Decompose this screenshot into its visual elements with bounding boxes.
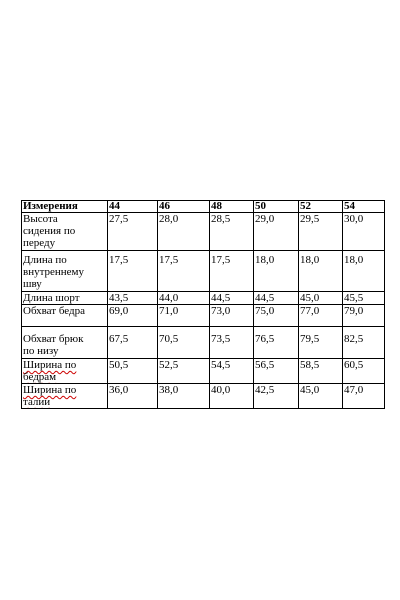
header-size-54: 54: [343, 201, 385, 213]
table-cell: 44,0: [158, 292, 210, 305]
table-row: [22, 384, 385, 409]
table-cell: 27,5: [108, 213, 158, 251]
table-cell: 45,0: [299, 292, 343, 305]
table-cell: 56,5: [254, 359, 299, 384]
header-size-44: 44: [108, 201, 158, 213]
table-cell: 77,0: [299, 305, 343, 327]
table-row: [22, 359, 385, 384]
table-cell: 28,5: [210, 213, 254, 251]
table-cell: 79,0: [343, 305, 385, 327]
row-label: Высота сидения по переду: [22, 213, 108, 251]
header-size-50: 50: [254, 201, 299, 213]
table-cell: 82,5: [343, 327, 385, 359]
table-cell: 75,0: [254, 305, 299, 327]
table-cell: 60,5: [343, 359, 385, 384]
table-cell: 29,0: [254, 213, 299, 251]
table-cell: 30,0: [343, 213, 385, 251]
header-size-48: 48: [210, 201, 254, 213]
table-cell: 18,0: [343, 251, 385, 292]
table-cell: 36,0: [108, 384, 158, 409]
table-row: [22, 251, 385, 292]
table-cell: 76,5: [254, 327, 299, 359]
header-size-46: 46: [158, 201, 210, 213]
table-row: [22, 305, 385, 327]
header-size-52: 52: [299, 201, 343, 213]
table-cell: 58,5: [299, 359, 343, 384]
table-cell: 69,0: [108, 305, 158, 327]
table-cell: 40,0: [210, 384, 254, 409]
table-cell: 79,5: [299, 327, 343, 359]
table-cell: 44,5: [210, 292, 254, 305]
row-label: Обхват брюк по низу: [22, 327, 108, 359]
table-cell: 18,0: [299, 251, 343, 292]
table-cell: 73,0: [210, 305, 254, 327]
table-cell: 43,5: [108, 292, 158, 305]
size-chart-table: [21, 200, 385, 409]
header-measurements: Измерения: [22, 201, 108, 213]
row-label: Ширина по бедрам: [22, 359, 108, 384]
table-cell: 42,5: [254, 384, 299, 409]
row-label: Ширина по талии: [22, 384, 108, 409]
table-row: [22, 327, 385, 359]
table-cell: 18,0: [254, 251, 299, 292]
table-cell: 54,5: [210, 359, 254, 384]
table-cell: 70,5: [158, 327, 210, 359]
table-cell: 28,0: [158, 213, 210, 251]
table-cell: 17,5: [158, 251, 210, 292]
table-cell: 29,5: [299, 213, 343, 251]
row-label: Длина шорт: [22, 292, 108, 305]
row-label: Обхват бедра: [22, 305, 108, 327]
table-cell: 47,0: [343, 384, 385, 409]
table-cell: 45,5: [343, 292, 385, 305]
table-row: [22, 292, 385, 305]
table-cell: 67,5: [108, 327, 158, 359]
table-cell: 45,0: [299, 384, 343, 409]
table-header-row: [22, 201, 385, 213]
table-cell: 73,5: [210, 327, 254, 359]
row-label: Длина по внутреннему шву: [22, 251, 108, 292]
table-cell: 44,5: [254, 292, 299, 305]
table-cell: 17,5: [210, 251, 254, 292]
table-cell: 17,5: [108, 251, 158, 292]
table-cell: 38,0: [158, 384, 210, 409]
table-cell: 50,5: [108, 359, 158, 384]
table-cell: 71,0: [158, 305, 210, 327]
table-row: [22, 213, 385, 251]
table-cell: 52,5: [158, 359, 210, 384]
